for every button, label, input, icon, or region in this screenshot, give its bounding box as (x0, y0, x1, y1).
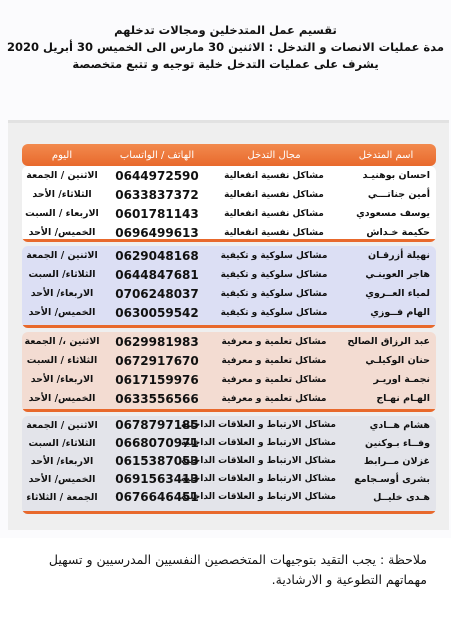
header-period: مدة عمليات الانصات و التدخل : الاثنين 30 مارس الى الخميس 30 أبريل 2020 (6, 40, 444, 54)
table-row (22, 303, 436, 322)
table-row (22, 284, 436, 303)
table-row (22, 265, 436, 284)
phone-cell: 0696499613 (115, 225, 199, 240)
day-cell: الاثنين / الجمعة (26, 250, 98, 261)
column-header-name: اسم المتدخل (358, 149, 414, 161)
name-cell: بشرى أوسـجامع (354, 473, 430, 485)
name-cell: حنان الوكيلـي (365, 355, 430, 366)
name-cell: احسان بوهنيـد (362, 170, 430, 181)
header-title: تقسيم عمل المتدخلين ومجالات تدخلهم (114, 23, 337, 37)
name-cell: يوسف مسعودي (356, 208, 430, 219)
day-cell: الجمعة / الثلاثاء (26, 491, 98, 503)
field-cell: مشاكل الارتباط و العلاقات الداخلية (181, 474, 336, 484)
phone-cell: 0601781143 (115, 206, 199, 221)
group-learning (22, 332, 436, 412)
phone-cell: 0668070971 (115, 436, 199, 450)
schedule-card (8, 120, 449, 530)
day-cell: الاربعاء/ الأحد (30, 374, 94, 385)
column-header-day: اليوم (51, 149, 73, 161)
phone-cell: 0676646451 (115, 490, 199, 504)
field-cell: مشاكل الارتباط و العلاقات الداخلية (181, 438, 336, 448)
field-cell: مشاكل الارتباط و العلاقات الداخلية (181, 456, 336, 466)
field-cell: مشاكل نفسية انفعالية (224, 208, 324, 219)
group-emotional (22, 166, 436, 242)
day-cell: الاربعاء/ الأحد (30, 288, 94, 299)
table-row (22, 351, 436, 370)
name-cell: حكيمة خـداش (366, 227, 430, 238)
column-header-phone: الهاتف / الواتساب (119, 149, 195, 161)
day-cell: الخميس/ الأحد (28, 473, 96, 485)
day-cell: الاربعاء / السبت (25, 208, 99, 219)
field-cell: مشاكل تعلمية و معرفية (221, 393, 327, 404)
phone-cell: 0644847681 (115, 267, 199, 282)
table-row (22, 370, 436, 389)
group-behavioral (22, 246, 436, 328)
name-cell: الهام فــوزي (370, 307, 430, 318)
name-cell: الهـام نهـاج (376, 393, 430, 404)
field-cell: مشاكل سلوكية و تكيفية (220, 269, 328, 280)
field-cell: مشاكل سلوكية و تكيفية (220, 307, 328, 318)
field-cell: مشاكل سلوكية و تكيفية (220, 288, 328, 299)
field-cell: مشاكل نفسية انفعالية (224, 170, 324, 181)
group-divider (22, 409, 436, 412)
phone-cell: 0629981983 (115, 334, 199, 349)
day-cell: الثلاثاء / السبت (26, 355, 98, 366)
day-cell: الثلاثاء/ الأحد (32, 189, 92, 200)
phone-cell: 0615387053 (115, 454, 199, 468)
group-divider (22, 325, 436, 328)
name-cell: وفــاء بـوكنين (365, 437, 430, 449)
phone-cell: 0678797185 (115, 418, 199, 432)
name-cell: نجمـة اوريـر (373, 374, 430, 385)
group-relationships (22, 416, 436, 514)
table-row (22, 389, 436, 408)
table-row (22, 204, 436, 223)
field-cell: مشاكل الارتباط و العلاقات الداخلية (181, 492, 336, 502)
field-cell: مشاكل الارتباط و العلاقات الداخلية (181, 420, 336, 430)
table-row (22, 434, 436, 452)
table-row (22, 185, 436, 204)
name-cell: نهيلة أزرقـان (367, 250, 430, 261)
phone-cell: 0633837372 (115, 187, 199, 202)
phone-cell: 0644972590 (115, 168, 199, 183)
phone-cell: 0617159976 (115, 372, 199, 387)
day-cell: الثلاثاء/ السبت (28, 269, 96, 280)
name-cell: هـدى خليــل (373, 491, 430, 503)
name-cell: هشام هــادي (369, 419, 430, 431)
field-cell: مشاكل سلوكية و تكيفية (220, 250, 328, 261)
name-cell: أمين جناتـــي (367, 189, 430, 200)
phone-cell: 0629048168 (115, 248, 199, 263)
table-row (22, 452, 436, 470)
day-cell: الخميس/ الأحد (28, 227, 96, 238)
field-cell: مشاكل نفسية انفعالية (224, 189, 324, 200)
table-header (22, 144, 436, 166)
table-row (22, 488, 436, 506)
day-cell: الاثنين / الجمعة (26, 170, 98, 181)
group-divider (22, 239, 436, 242)
table-row (22, 166, 436, 185)
field-cell: مشاكل تعلمية و معرفية (221, 355, 327, 366)
field-cell: مشاكل تعلمية و معرفية (221, 336, 327, 347)
day-cell: الثلاثاء/ السبت (28, 437, 96, 449)
name-cell: عبد الرزاق الصالح (347, 336, 430, 347)
day-cell: الخميس/ الأحد (28, 393, 96, 404)
group-divider (22, 511, 436, 514)
name-cell: هاجر العوينـي (365, 269, 430, 280)
phone-cell: 0691563413 (115, 472, 199, 486)
table-row (22, 470, 436, 488)
column-header-field: مجال التدخل (247, 149, 301, 161)
note-line-2: مهماتهم التطوعية و الارشادية. (271, 572, 427, 587)
phone-cell: 0630059542 (115, 305, 199, 320)
document-header (0, 22, 451, 73)
day-cell: الاربعاء/ الأحد (30, 455, 94, 467)
phone-cell: 0672917670 (115, 353, 199, 368)
phone-cell: 0633556566 (115, 391, 199, 406)
table-row (22, 332, 436, 351)
table-row (22, 246, 436, 265)
header-supervision: يشرف على عمليات التدخل خلية توجيه و تتبع متخصصة (72, 57, 379, 71)
day-cell: الخميس/ الأحد (28, 307, 96, 318)
field-cell: مشاكل تعلمية و معرفية (221, 374, 327, 385)
note-section (0, 538, 451, 640)
phone-cell: 0706248037 (115, 286, 199, 301)
day-cell: الاثنين ،/ الجمعة (24, 336, 100, 347)
note-line-1: ملاحظة : يجب التقيد بتوجيهات المتخصصين النفسيين المدرسيين و تسهيل (48, 552, 427, 567)
table-row (22, 416, 436, 434)
name-cell: غزلان مــرابط (363, 455, 430, 467)
name-cell: لمياء العــروي (365, 288, 430, 299)
day-cell: الاثنين / الجمعة (26, 419, 98, 431)
field-cell: مشاكل نفسية انفعالية (224, 227, 324, 238)
